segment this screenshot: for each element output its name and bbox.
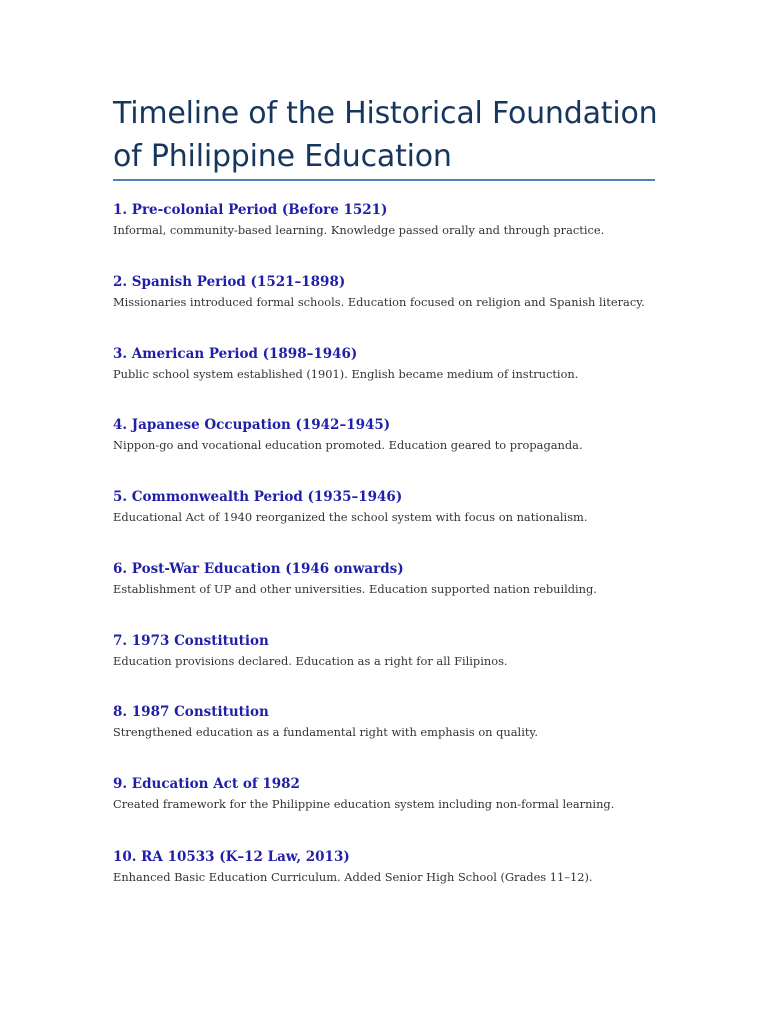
entry-description: Missionaries introduced formal schools. Education focused on religion and Spanish literacy. bbox=[113, 295, 645, 309]
entry-description: Education provisions declared. Education as a right for all Filipinos. bbox=[113, 654, 508, 668]
entry-description: Nippon-go and vocational education promoted. Education geared to propaganda. bbox=[113, 438, 583, 452]
entry-heading: 1. Pre-colonial Period (Before 1521) bbox=[113, 202, 388, 218]
entry-heading: 3. American Period (1898–1946) bbox=[113, 346, 358, 362]
timeline-entry bbox=[113, 415, 673, 455]
timeline-entry bbox=[113, 487, 673, 527]
entry-heading: 9. Education Act of 1982 bbox=[113, 776, 300, 792]
timeline-entry bbox=[113, 847, 673, 887]
entry-heading: 10. RA 10533 (K–12 Law, 2013) bbox=[113, 849, 350, 865]
title-divider bbox=[113, 179, 655, 181]
entry-description: Created framework for the Philippine education system including non-formal learning. bbox=[113, 797, 615, 811]
entry-description: Enhanced Basic Education Curriculum. Added Senior High School (Grades 11–12). bbox=[113, 870, 593, 884]
entry-heading: 2. Spanish Period (1521–1898) bbox=[113, 274, 346, 290]
entry-heading: 7. 1973 Constitution bbox=[113, 633, 269, 649]
timeline-entry bbox=[113, 559, 673, 599]
entry-description: Informal, community-based learning. Knowledge passed orally and through practice. bbox=[113, 223, 605, 237]
document-title: Timeline of the Historical Foundation of Philippine Education bbox=[113, 96, 658, 174]
timeline-entry bbox=[113, 344, 673, 384]
entry-description: Strengthened education as a fundamental right with emphasis on quality. bbox=[113, 725, 538, 739]
entry-heading: 6. Post-War Education (1946 onwards) bbox=[113, 561, 404, 577]
entry-description: Educational Act of 1940 reorganized the school system with focus on nationalism. bbox=[113, 510, 588, 524]
timeline-entry bbox=[113, 272, 673, 312]
timeline-entry bbox=[113, 200, 673, 240]
entry-heading: 5. Commonwealth Period (1935–1946) bbox=[113, 489, 403, 505]
timeline-entry bbox=[113, 631, 673, 671]
entry-description: Public school system established (1901). English became medium of instruction. bbox=[113, 367, 579, 381]
entry-heading: 8. 1987 Constitution bbox=[113, 704, 269, 720]
timeline-entry bbox=[113, 774, 673, 814]
entry-description: Establishment of UP and other universities. Education supported nation rebuilding. bbox=[113, 582, 597, 596]
timeline-entry bbox=[113, 702, 673, 742]
entry-heading: 4. Japanese Occupation (1942–1945) bbox=[113, 417, 391, 433]
